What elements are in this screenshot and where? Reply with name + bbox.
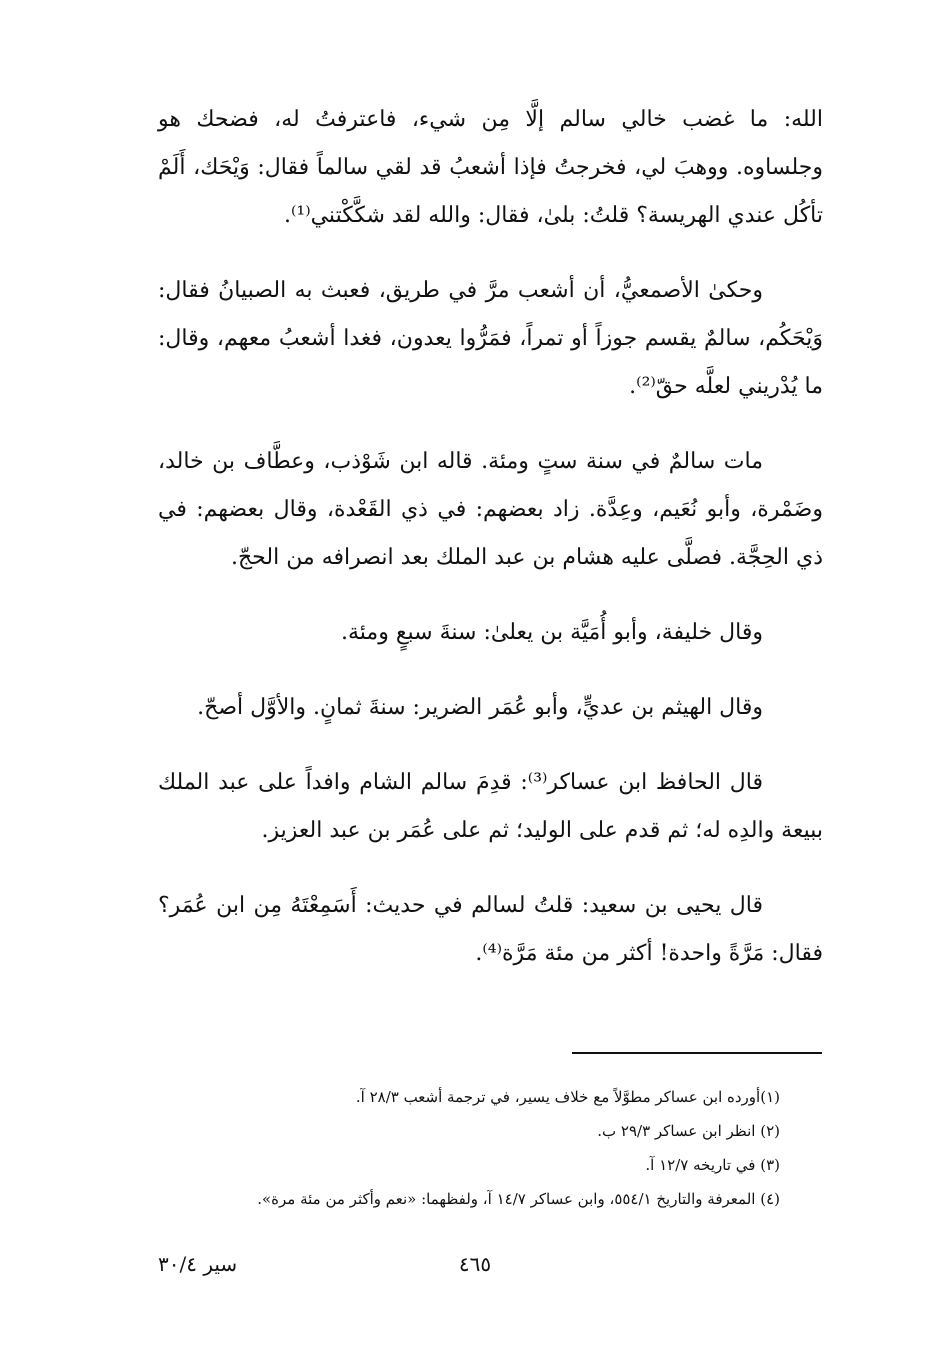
paragraph-4: وقال خليفة، وأبو أُمَيَّة بن يعلىٰ: سنةَ سبعٍ ومئة. (341, 620, 763, 645)
footnote-1: (١)أورده ابن عساكر مطوَّلاً مع خلاف يسير، في ترجمة أشعب ٢٨/٣ آ. (355, 1088, 780, 1106)
paragraph-6: قال الحافظ ابن عساكر⁽³⁾: قدِمَ سالم الشام وافداً على عبد الملك ببيعة والدِه له؛ ثم قدم على الوليد؛ ثم على عُمَر بن عبد العزيز. (158, 770, 823, 843)
footnote-4: (٤) المعرفة والتاريخ ٥٥٤/١، وابن عساكر ١٤/٧ آ، ولفظهما: «نعم وأكثر من مئة مرة». (257, 1190, 780, 1208)
footnotes (150, 1080, 780, 1216)
footnote-2: (٢) انظر ابن عساكر ٢٩/٣ ب. (597, 1122, 780, 1140)
paragraph-1: الله: ما غضب خالي سالم إلَّا مِن شيء، فاعترفتُ له، فضحك هو وجلساوه. ووهبَ لي، فخرجتُ فإذا أشعبُ قد لقي سالماً فقال: وَيْحَك، أَلَمْ تأكُل عندي الهريسة؟ قلتُ: بلىٰ، فقال: والله لقد شكَّكْتني⁽¹⁾. (158, 107, 823, 228)
paragraph-3: مات سالمٌ في سنة ستٍ ومئة. قاله ابن شَوْذب، وعطَّاف بن خالد، وضَمْرة، وأبو نُعَيم، وعِدَّة. زاد بعضهم: في ذي القَعْدة، وقال بعضهم: في ذي الحِجَّة. فصلَّى عليه هشام بن عبد الملك بعد انصرافه من الحجّ. (158, 449, 823, 570)
paragraph-2: وحكىٰ الأصمعيُّ، أن أشعب مرَّ في طريق، فعبث به الصبيانُ فقال: وَيْحَكُم، سالمٌ يقسم جوزاً أو تمراً، فمَرُّوا يعدون، فغدا أشعبُ معهم، وقال: ما يُدْريني لعلَّه حقّ⁽²⁾. (158, 278, 823, 399)
page-number: ٤٦٥ (458, 1252, 492, 1276)
main-text (158, 96, 823, 1005)
paragraph-5: وقال الهيثم بن عديٍّ، وأبو عُمَر الضرير: سنةَ ثمانٍ. والأوَّل أصحّ. (197, 695, 763, 720)
signature-mark: سير ٣٠/٤ (158, 1252, 238, 1276)
footnote-separator (572, 1052, 822, 1054)
footnote-3: (٣) في تاريخه ١٢/٧ آ. (645, 1156, 780, 1174)
paragraph-7: قال يحيى بن سعيد: قلتُ لسالم في حديث: أَسَمِعْتَهُ مِن ابن عُمَر؟ فقال: مَرَّةً واحدة! أكثر من مئة مَرَّة⁽⁴⁾. (158, 893, 823, 966)
